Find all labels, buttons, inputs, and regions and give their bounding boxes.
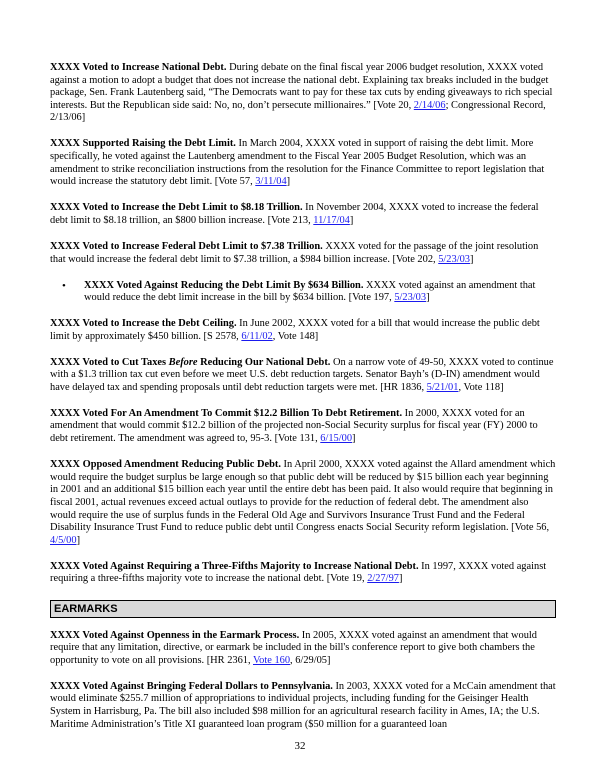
- vote-link[interactable]: 11/17/04: [313, 214, 350, 226]
- entry-title: XXXX Voted to Increase Federal Debt Limit to $7.38 Trillion.: [50, 241, 323, 253]
- entry-title-pre: XXXX Voted to Cut Taxes: [50, 356, 169, 368]
- entry-three-fifths-majority: [50, 561, 556, 586]
- vote-link[interactable]: 5/23/03: [394, 292, 427, 304]
- sub-entry-title: XXXX Voted Against Reducing the Debt Limit By $634 Billion.: [84, 279, 364, 291]
- entry-title: XXXX Voted Against Openness in the Earmark Process.: [50, 629, 300, 641]
- entry-debt-limit-738: [50, 241, 556, 266]
- entry-body: In 1997, XXXX voted against requiring a three-fifths majority vote to increase the national debt. [Vote 19,: [50, 560, 547, 585]
- entry-tail: ]: [349, 214, 354, 226]
- page-content: [50, 62, 556, 745]
- entry-earmark-openness: [50, 630, 556, 668]
- entry-body: In November 2004, XXXX voted to increase the federal debt limit to $8.18 trillion, an $800 billion increase. [Vote 213,: [50, 202, 539, 226]
- entry-debt-ceiling: [50, 318, 556, 343]
- bullet-icon: •: [62, 279, 66, 292]
- vote-link[interactable]: Vote 160: [253, 654, 291, 666]
- vote-link[interactable]: 6/15/00: [320, 433, 353, 445]
- entry-title: XXXX Supported Raising the Debt Limit.: [50, 138, 236, 150]
- sub-entry-tail: ]: [426, 292, 430, 304]
- sub-entry-body: XXXX voted against an amendment that would reduce the debt limit increase in the bill by $634 billion. [Vote 197,: [84, 279, 536, 304]
- entry-body: On a narrow vote of 49-50, XXXX voted to continue with a $1.3 trillion tax cut even before we meet U.S. debt reduction targets. Senator Bayh’s (D-IN) amendment would have delayed tax and spending proposals until debt reduction targets were met. [HR 1836,: [50, 356, 554, 393]
- vote-link[interactable]: 5/23/03: [438, 253, 470, 265]
- entry-title: XXXX Voted Against Bringing Federal Dollars to Pennsylvania.: [50, 680, 333, 692]
- entry-debt-retirement: [50, 408, 556, 446]
- entry-title: XXXX Opposed Amendment Reducing Public Debt.: [50, 459, 281, 471]
- sub-entry-reducing-debt-limit: [62, 279, 556, 305]
- vote-link[interactable]: 6/11/02: [241, 330, 273, 342]
- entry-body: In 2003, XXXX voted for a McCain amendment that would eliminate $255.7 million of appropriations to individual projects, including funding for the Geisinger Health System in Harrisburg, Pa. The bill also included $98 million for an agricultural research facility in Ames, IA; the U.S. Maritime Administration’s Title XI guaranteed loan program ($50 million for a guaranteed loan: [50, 680, 556, 730]
- entry-tail: ; Congressional Record, 2/13/06]: [50, 99, 546, 124]
- entry-tail: ]: [352, 433, 356, 445]
- entry-tail: ]: [398, 573, 403, 585]
- entry-title-emphasis: Before: [168, 356, 198, 368]
- entry-increase-national-debt: [50, 62, 556, 125]
- entry-tail: ]: [286, 176, 291, 188]
- entry-tail: ]: [469, 253, 474, 265]
- entry-tail: , Vote 148]: [272, 330, 319, 342]
- section-heading-earmarks: EARMARKS: [50, 600, 556, 618]
- vote-link[interactable]: 2/27/97: [367, 573, 399, 585]
- entry-federal-dollars-pennsylvania: [50, 681, 556, 731]
- entry-body: In March 2004, XXXX voted in support of raising the debt limit. More specifically, he voted against the Lautenberg amendment to the Fiscal Year 2005 Budget Resolution, which was an amendment to strike reconciliation instructions from the resolution for the Finance Committee to report legislation that would increase the statutory debt limit. [Vote 57,: [50, 138, 545, 188]
- entry-title: XXXX Voted to Increase National Debt.: [50, 62, 227, 73]
- entry-body: During debate on the final fiscal year 2006 budget resolution, XXXX voted against a motion to adopt a budget that does not increase the national debt. Explaining tax breaks included in the budget package, Sen. Frank Lautenberg said, “The Democrats want to pay for these tax cuts by ending giveaways to rich special interests. But the Republican side said: No, no, don’t persecute millionaires.” [Vote 20,: [50, 62, 553, 111]
- entry-body: In 2000, XXXX voted for an amendment that would commit $12.2 billion of the projected non-Social Security surplus for fiscal year (FY) 2000 to debt retirement. The amendment was agreed to, 95-3. [Vote 131,: [50, 407, 538, 445]
- entry-title: XXXX Voted to Increase the Debt Limit to $8.18 Trillion.: [50, 202, 303, 214]
- entry-debt-limit-818: [50, 202, 556, 227]
- vote-link[interactable]: 2/14/06: [413, 99, 446, 111]
- vote-link[interactable]: 5/21/01: [426, 381, 459, 393]
- vote-link[interactable]: 3/11/04: [255, 176, 287, 188]
- entry-cut-taxes-before: [50, 357, 556, 395]
- entry-title-post: Reducing Our National Debt.: [197, 356, 331, 368]
- sub-entry-list: [50, 280, 556, 305]
- entry-tail: , Vote 118]: [458, 381, 504, 393]
- entry-title: [50, 357, 330, 368]
- entry-body: In June 2002, XXXX voted for a bill that would increase the public debt limit by approximately $450 billion. [S 2578,: [50, 317, 540, 342]
- entry-raising-debt-limit: [50, 138, 556, 188]
- entry-body: In 2005, XXXX voted against an amendment that would require that any limitation, directive, or earmark be included in the bill's conference report to give both chambers the opportunity to vote on all provisions. [HR 2361,: [50, 629, 537, 666]
- entry-body: XXXX voted for the passage of the joint resolution that would increase the federal debt limit to $7.38 trillion, a $984 billion increase. [Vote 202,: [50, 241, 539, 265]
- entry-opposed-reducing-public-debt: [50, 459, 556, 547]
- entry-title: XXXX Voted For An Amendment To Commit $12.2 Billion To Debt Retirement.: [50, 407, 403, 419]
- vote-link[interactable]: 4/5/00: [50, 534, 77, 546]
- page-number: 32: [294, 740, 306, 752]
- entry-body: In April 2000, XXXX voted against the Allard amendment which would require the budget surplus be large enough so that public debt will be reduced by $15 billion each year beginning in 2001 and an additional $15 billion each year until the entire debt has been paid. It also would require that beginning in fiscal 2001, actual revenues exceed actual outlays to provide for the reduction of federal debt. The amendment also would require the use of surplus funds in the Federal Old Age and Survivors Insurance Trust Fund and the Federal Disability Insurance Trust Fund to reduce public debt until Congress enacts Social Security reform legislation. [Vote 56,: [50, 459, 556, 534]
- entry-title: XXXX Voted to Increase the Debt Ceiling.: [50, 317, 237, 329]
- entry-tail: , 6/29/05]: [290, 654, 331, 666]
- entry-title: XXXX Voted Against Requiring a Three-Fifths Majority to Increase National Debt.: [50, 560, 419, 572]
- entry-tail: ]: [76, 534, 81, 546]
